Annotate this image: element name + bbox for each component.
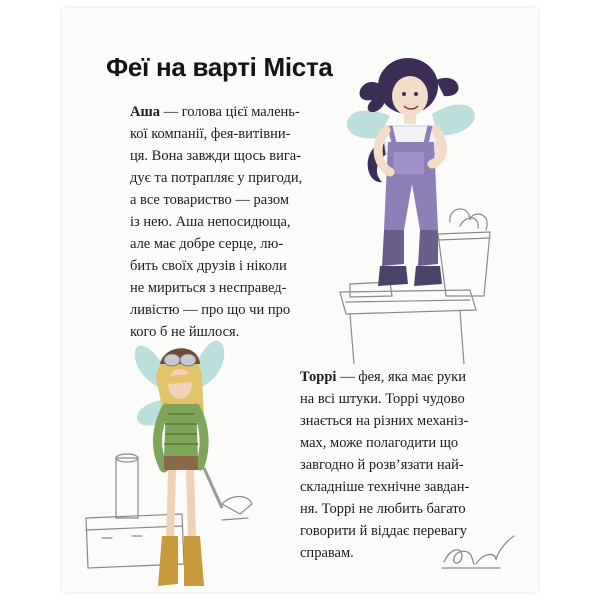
asha-line-1: Аша — голова цієї малень- (130, 104, 300, 120)
torri-line-2: на всі штуки. Торрі чудово (300, 391, 465, 407)
torri-line-4: мах, може полагодити що (300, 435, 459, 451)
asha-line-9: не мириться з несправед- (130, 280, 287, 296)
torri-line-5: завгодно й розв’язати най- (300, 457, 464, 473)
sketch-squiggle-icon (440, 528, 520, 572)
book-page (62, 8, 538, 592)
torri-line-8: говорити й віддає перевагу (300, 523, 468, 539)
asha-line-3: ця. Вона завжди щось вига- (130, 148, 302, 164)
torri-fairy-illustration (72, 308, 272, 592)
torri-line-6: складніше технічне завдан- (300, 479, 470, 495)
asha-name: Аша (130, 104, 160, 120)
torri-line-3: знається на різних механіз- (300, 413, 469, 429)
torri-line-1: Торрі — фея, яка має руки (300, 369, 466, 385)
asha-line-5: а все товариство — разом (130, 192, 289, 208)
asha-line-8: бить своїх друзів і ніколи (130, 258, 287, 274)
page-title: Феї на варті Міста (106, 52, 333, 82)
asha-line-6: із нею. Аша непосидюща, (130, 214, 291, 230)
asha-line-10: ливістю — про що чи про (130, 302, 291, 318)
asha-line-7: але має добре серце, лю- (130, 236, 284, 252)
asha-description (130, 101, 302, 343)
asha-line-2: кої компанії, фея-витівни- (130, 126, 291, 142)
torri-name: Торрі (300, 369, 337, 385)
torri-line-7: ня. Торрі не любить багато (300, 501, 466, 517)
asha-line-4: дує та потрапляє у пригоди, (130, 170, 303, 186)
asha-line-11: кого б не йшлося. (130, 324, 240, 340)
torri-line-9: справам. (300, 545, 354, 561)
asha-fairy-illustration (320, 34, 520, 364)
